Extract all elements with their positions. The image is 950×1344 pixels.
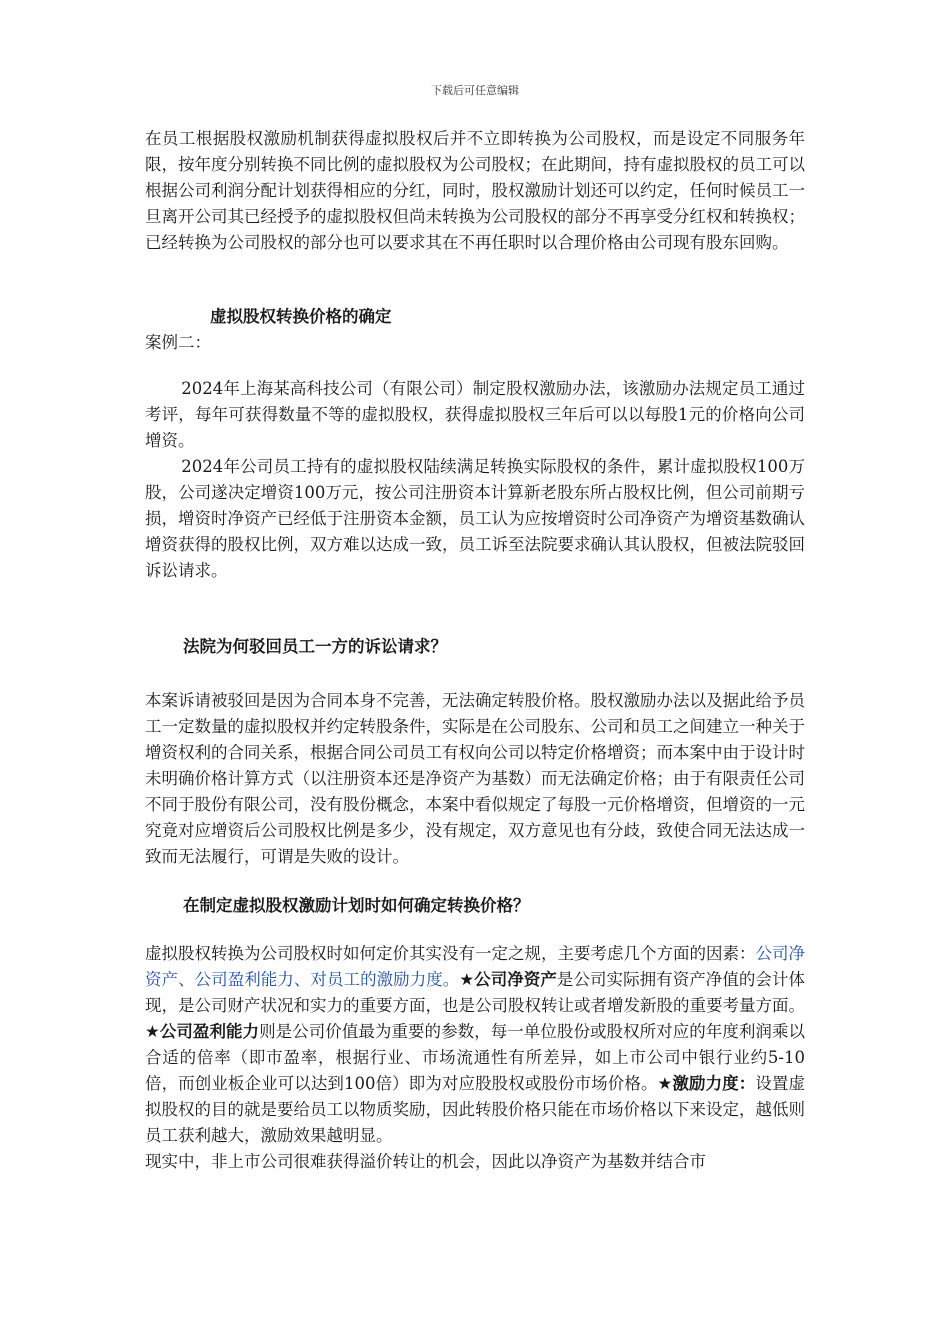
- case-label: 案例二：: [145, 333, 211, 352]
- factor-net-assets-title: ★公司净资产: [459, 970, 557, 989]
- section-heading-conversion-price: 虚拟股权转换价格的确定: [210, 307, 392, 326]
- factor-net-assets-text: 是公司实际拥有资产净值的会计体现，是公司财产状况和实力的重要方面，也是公司股权转让或者增发新股的重要考量方面。: [145, 970, 806, 1015]
- pricing-paragraph: [145, 941, 805, 1149]
- final-paragraph: 现实中，非上市公司很难获得溢价转让的机会，因此以净资产为基数并结合市: [145, 1152, 706, 1171]
- pricing-factors: 公司净资产、公司盈利能力、对员工的激励力度。: [145, 944, 805, 989]
- page-header: 下载后可任意编辑: [431, 84, 519, 97]
- question-heading-pricing: 在制定虚拟股权激励计划时如何确定转换价格？: [183, 896, 530, 915]
- case-paragraph-2: 2024年公司员工持有的虚拟股权陆续满足转换实际股权的条件，累计虚拟股权100万股，公司遂决定增资100万元，按公司注册资本计算新老股东所占股权比例，但公司前期亏损，增资时净资产已经低于注册资本金额，员工认为应按增资时公司净资产为增资基数确认增资获得的股权比例，双方难以达成一致，员工诉至法院要求确认其认股权，但被法院驳回诉讼请求。: [145, 457, 805, 580]
- question-heading-court: 法院为何驳回员工一方的诉讼请求？: [183, 637, 447, 656]
- intro-paragraph: 在员工根据股权激励机制获得虚拟股权后并不立即转换为公司股权，而是设定不同服务年限，按年度分别转换不同比例的虚拟股权为公司股权；在此期间，持有虚拟股权的员工可以根据公司利润分配计划获得相应的分红，同时，股权激励计划还可以约定，任何时候员工一旦离开公司其已经授予的虚拟股权但尚未转换为公司股权的部分不再享受分红权和转换权；已经转换为公司股权的部分也可以要求其在不再任职时以合理价格由公司现有股东回购。: [145, 129, 805, 252]
- pricing-lead: 虚拟股权转换为公司股权时如何定价其实没有一定之规，主要考虑几个方面的因素：: [145, 944, 756, 963]
- case-paragraph-1: 2024年上海某高科技公司（有限公司）制定股权激励办法，该激励办法规定员工通过考评，每年可获得数量不等的虚拟股权，获得虚拟股权三年后可以以每股1元的价格向公司增资。: [145, 379, 805, 450]
- factor-profitability-title: ★公司盈利能力: [145, 1022, 260, 1041]
- document-body: [145, 126, 805, 1175]
- factor-incentive-title: ★激励力度：: [657, 1074, 756, 1093]
- factor-profitability-text: 则是公司价值最为重要的参数，每一单位股份或股权所对应的年度利润乘以合适的倍率（即市盈率，根据行业、市场流通性有所差异，如上市公司中银行业约5-10倍，而创业板企业可以达到100倍）即为对应股股权或股份市场价格。: [145, 1022, 806, 1093]
- answer-paragraph: 本案诉请被驳回是因为合同本身不完善，无法确定转股价格。股权激励办法以及据此给予员工一定数量的虚拟股权并约定转股条件，实际是在公司股东、公司和员工之间建立一种关于增资权利的合同关系，根据合同公司员工有权向公司以特定价格增资；而本案中由于设计时未明确价格计算方式（以注册资本还是净资产为基数）而无法确定价格；由于有限责任公司不同于股份有限公司，没有股份概念，本案中看似规定了每股一元价格增资，但增资的一元究竟对应增资后公司股权比例是多少，没有规定，双方意见也有分歧，致使合同无法达成一致而无法履行，可谓是失败的设计。: [145, 691, 805, 866]
- factor-incentive-text: 设置虚拟股权的目的就是要给员工以物质奖励，因此转股价格只能在市场价格以下来设定，越低则员工获利越大，激励效果越明显。: [145, 1074, 806, 1145]
